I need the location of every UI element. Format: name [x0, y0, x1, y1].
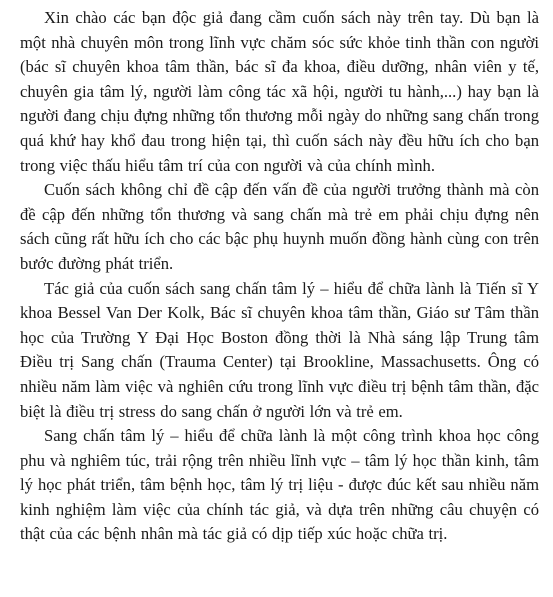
paragraph-1: Xin chào các bạn độc giả đang cầm cuốn sách này trên tay. Dù bạn là một nhà chuyên môn trong lĩnh vực chăm sóc sức khỏe tinh thần con người (bác sĩ chuyên khoa tâm thần, bác sĩ đa khoa, điều dưỡng, nhân viên y tế, chuyên gia tâm lý, người làm công tác xã hội, người tu hành,...) hay bạn là người đang chịu đựng những tổn thương mỗi ngày do những sang chấn trong quá khứ hay khổ đau trong hiện tại, thì cuốn sách này đều hữu ích cho bạn trong việc thấu hiểu tâm trí của con người và của chính mình. [20, 8, 539, 175]
paragraph-4: Sang chấn tâm lý – hiểu để chữa lành là một công trình khoa học công phu và nghiêm túc, trải rộng trên nhiều lĩnh vực – tâm lý học thần kinh, tâm lý học phát triển, tâm bệnh học, tâm lý trị liệu - được đúc kết sau nhiều năm kinh nghiệm làm việc của chính tác giả, và dựa trên những câu chuyện có thật của các bệnh nhân mà tác giả có dịp tiếp xúc hoặc chữa trị. [20, 426, 539, 544]
paragraph-3: Tác giả của cuốn sách sang chấn tâm lý – hiểu để chữa lành là Tiến sĩ Y khoa Bessel Van Der Kolk, Bác sĩ chuyên khoa tâm thần, Giáo sư Tâm thần học của Trường Y Đại Học Boston đồng thời là Nhà sáng lập Trung tâm Điều trị Sang chấn (Trauma Center) tại Brookline, Massachusetts. Ông có nhiều năm làm việc và nghiên cứu trong lĩnh vực điều trị bệnh tâm thần, đặc biệt là điều trị stress do sang chấn ở người lớn và trẻ em. [20, 278, 539, 421]
paragraph-2: Cuốn sách không chỉ đề cập đến vấn đề của người trưởng thành mà còn đề cập đến những tổn thương và sang chấn mà trẻ em phải chịu đựng nên sách cũng rất hữu ích cho các bậc phụ huynh muốn đồng hành cùng con trên bước đường phát triển. [20, 180, 539, 273]
